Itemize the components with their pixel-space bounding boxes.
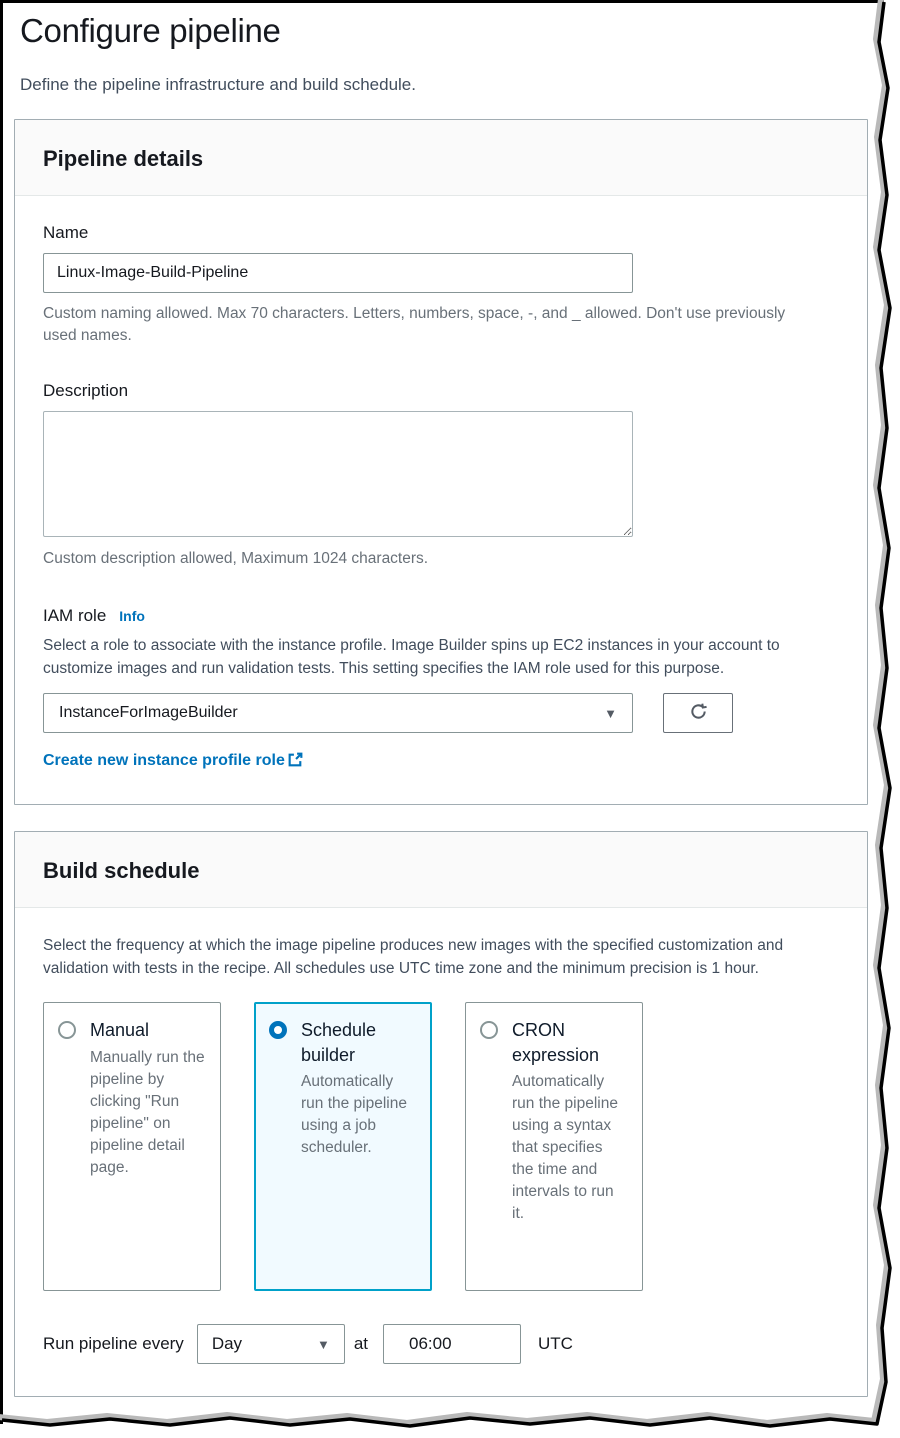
frequency-label: Run pipeline every — [43, 1334, 184, 1354]
pipeline-name-input[interactable] — [43, 253, 633, 293]
name-label: Name — [43, 223, 89, 242]
option-description: Manually run the pipeline by clicking "Run pipeline" on pipeline detail page. — [90, 1048, 205, 1176]
option-label: Schedule builder — [301, 1020, 377, 1065]
build-schedule-intro: Select the frequency at which the image pipeline produces new images with the specified customization and validation with tests in the recipe. All schedules use UTC time zone and the minimum precision is 1 hour. — [43, 937, 784, 978]
refresh-icon — [689, 702, 708, 724]
frequency-row — [43, 1324, 839, 1364]
name-helper-text: Custom naming allowed. Max 70 characters. Letters, numbers, space, -, and _ allowed. Don't use previously used names. — [43, 305, 786, 345]
description-block — [43, 381, 839, 570]
pipeline-details-card — [14, 119, 868, 805]
build-schedule-header — [15, 832, 867, 908]
iam-role-label: IAM role — [43, 606, 107, 626]
at-label: at — [353, 1334, 368, 1354]
option-label: CRON expression — [512, 1020, 600, 1065]
option-label: Manual — [90, 1020, 150, 1041]
radio-icon[interactable] — [58, 1021, 76, 1039]
option-description: Automatically run the pipeline using a syntax that specifies the time and intervals to run it. — [512, 1072, 618, 1222]
radio-icon[interactable] — [480, 1021, 498, 1039]
pipeline-details-title: Pipeline details — [43, 146, 204, 171]
description-textarea[interactable] — [43, 411, 633, 537]
description-label: Description — [43, 380, 129, 400]
iam-role-info-link[interactable]: Info — [119, 608, 145, 625]
interval-selected-value: Day — [211, 1334, 243, 1354]
external-link-icon — [287, 751, 304, 773]
radio-icon[interactable] — [269, 1021, 287, 1039]
create-instance-profile-role-link[interactable]: Create new instance profile role — [43, 752, 285, 770]
iam-role-select[interactable] — [43, 693, 633, 733]
iam-role-helper-text: Select a role to associate with the instance profile. Image Builder spins up EC2 instances in your account to customize images and run validation tests. This setting specifies the IAM role used for this purpose. — [43, 637, 780, 677]
chevron-down-icon: ▼ — [604, 705, 617, 721]
schedule-options-group — [43, 1002, 839, 1291]
page-subtitle: Define the pipeline infrastructure and build schedule. — [20, 75, 416, 94]
schedule-option-schedule-builder[interactable] — [254, 1002, 432, 1291]
schedule-option-manual[interactable] — [43, 1002, 221, 1291]
chevron-down-icon: ▼ — [316, 1336, 330, 1352]
build-schedule-body — [15, 908, 867, 1396]
pipeline-details-header — [15, 120, 867, 196]
time-input[interactable] — [383, 1324, 521, 1364]
iam-role-block — [43, 606, 839, 772]
build-schedule-card — [14, 831, 868, 1397]
description-helper-text: Custom description allowed, Maximum 1024 characters. — [43, 549, 429, 567]
refresh-roles-button[interactable] — [663, 693, 733, 733]
pipeline-details-body — [15, 196, 867, 804]
timezone-label: UTC — [538, 1334, 573, 1354]
build-schedule-title: Build schedule — [43, 858, 200, 884]
schedule-option-cron-expression[interactable] — [465, 1002, 643, 1291]
iam-role-selected-value: InstanceForImageBuilder — [59, 704, 238, 722]
page-title: Configure pipeline — [20, 12, 281, 49]
interval-select[interactable] — [197, 1324, 345, 1364]
option-description: Automatically run the pipeline using a job scheduler. — [301, 1072, 407, 1156]
